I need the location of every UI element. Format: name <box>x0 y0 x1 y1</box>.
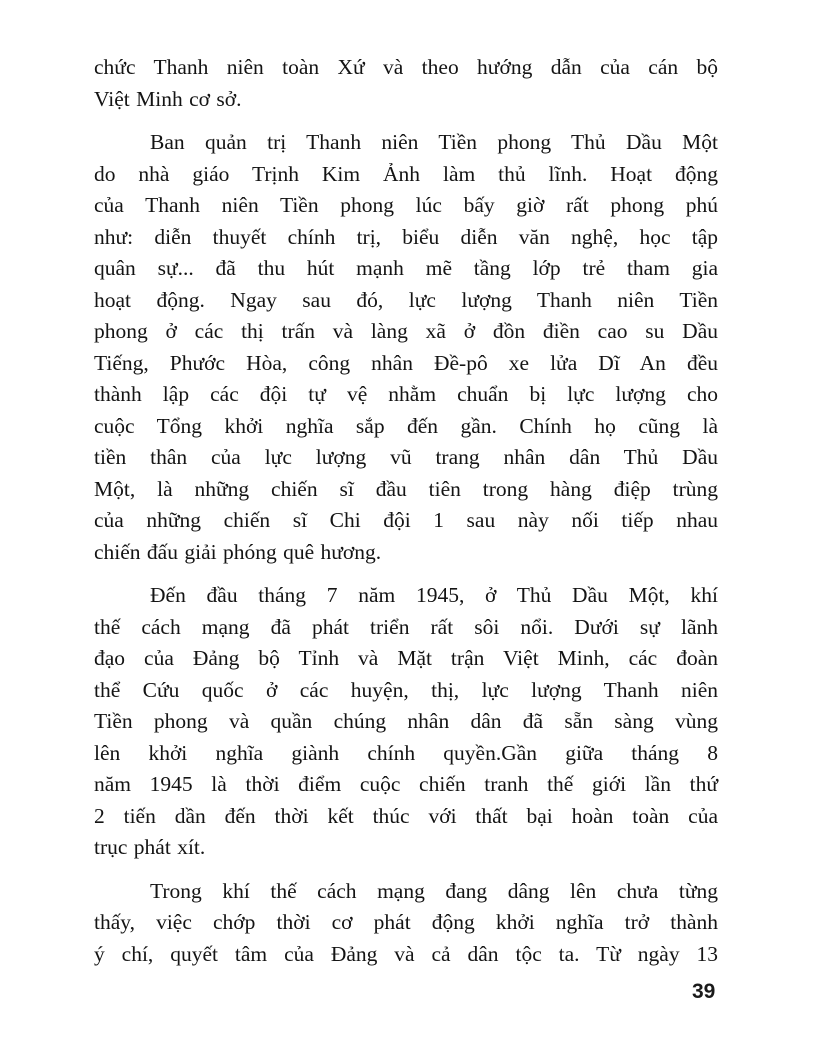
text-line: cuộc Tổng khởi nghĩa sắp đến gần. Chính họ cũng là <box>94 413 718 438</box>
text-line: lên khởi nghĩa giành chính quyền.Gần giữa tháng 8 <box>94 740 718 765</box>
text-line: của Thanh niên Tiền phong lúc bấy giờ rất phong phú <box>94 193 718 217</box>
paragraph-4 <box>94 876 718 971</box>
text-line: Tiền phong và quần chúng nhân dân đã sẵn sàng vùng <box>94 709 718 733</box>
page-body <box>94 52 718 982</box>
text-line: trục phát xít. <box>94 835 206 859</box>
text-line: hoạt động. Ngay sau đó, lực lượng Thanh niên Tiền <box>94 287 718 312</box>
text-line: Trong khí thế cách mạng đang dâng lên chưa từng <box>150 878 718 903</box>
text-line: Ban quản trị Thanh niên Tiền phong Thủ Dầu Một <box>150 130 718 154</box>
text-line: thấy, việc chớp thời cơ phát động khởi nghĩa trở thành <box>94 910 718 934</box>
text-line: của những chiến sĩ Chi đội 1 sau này nối tiếp nhau <box>94 508 718 532</box>
paragraph-1 <box>94 52 718 115</box>
text-line: thành lập các đội tự vệ nhằm chuẩn bị lực lượng cho <box>94 382 718 406</box>
text-line: chức Thanh niên toàn Xứ và theo hướng dẫn của cán bộ <box>94 55 718 79</box>
text-line: do nhà giáo Trịnh Kim Ảnh làm thủ lĩnh. Hoạt động <box>94 161 718 186</box>
text-line: Một, là những chiến sĩ đầu tiên trong hàng điệp trùng <box>94 476 718 501</box>
paragraph-2 <box>94 127 718 568</box>
text-line: tiền thân của lực lượng vũ trang nhân dân Thủ Dầu <box>94 445 718 469</box>
paragraph-3 <box>94 580 718 864</box>
text-line: như: diễn thuyết chính trị, biểu diễn văn nghệ, học tập <box>94 224 718 249</box>
page-number: 39 <box>692 980 716 1003</box>
text-line: phong ở các thị trấn và làng xã ở đồn điền cao su Dầu <box>94 319 718 343</box>
text-line: đạo của Đảng bộ Tỉnh và Mặt trận Việt Minh, các đoàn <box>94 646 718 670</box>
text-line: Đến đầu tháng 7 năm 1945, ở Thủ Dầu Một, khí <box>150 583 718 607</box>
text-line: thế cách mạng đã phát triển rất sôi nổi. Dưới sự lãnh <box>94 614 718 639</box>
text-line: Việt Minh cơ sở. <box>94 86 242 111</box>
text-line: năm 1945 là thời điểm cuộc chiến tranh thế giới lần thứ <box>94 772 718 796</box>
text-line: ý chí, quyết tâm của Đảng và cả dân tộc ta. Từ ngày 13 <box>94 941 718 966</box>
text-line: chiến đấu giải phóng quê hương. <box>94 539 382 564</box>
text-line: thể Cứu quốc ở các huyện, thị, lực lượng Thanh niên <box>94 677 718 702</box>
text-line: 2 tiến dần đến thời kết thúc với thất bại hoàn toàn của <box>94 803 718 828</box>
text-line: quân sự... đã thu hút mạnh mẽ tầng lớp trẻ tham gia <box>94 256 718 280</box>
text-line: Tiếng, Phước Hòa, công nhân Đề-pô xe lửa Dĩ An đều <box>94 350 718 375</box>
